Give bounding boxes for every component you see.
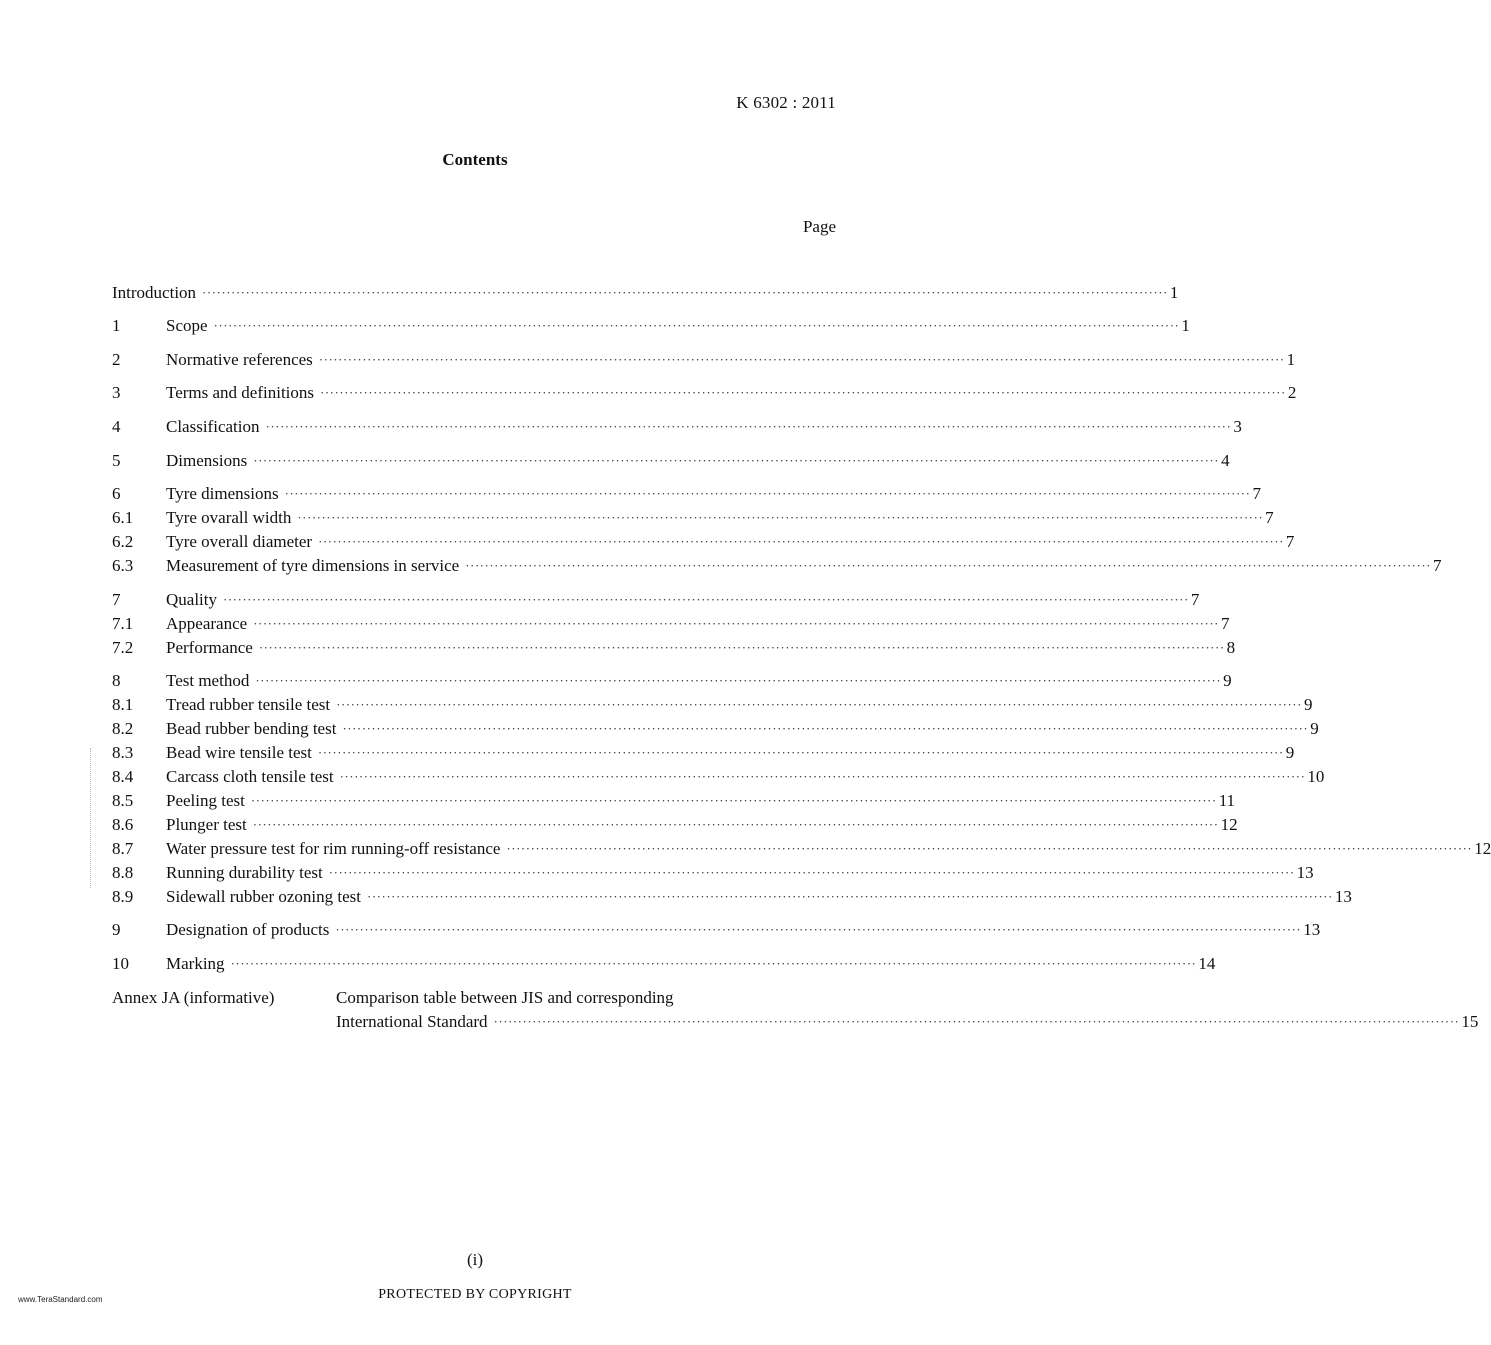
- toc-entry-number: 7.2: [112, 638, 134, 657]
- toc-entry-title: Plunger test: [166, 815, 247, 834]
- toc-entry-page: 13: [1334, 887, 1352, 906]
- toc-entry-number: 8.6: [112, 815, 134, 834]
- toc-entry-title: Peeling test: [166, 791, 245, 810]
- toc-entry-page: 9: [1310, 719, 1319, 738]
- toc-dot-leader: ········································································································································································································: [258, 640, 1225, 655]
- toc-entry-title: Tyre dimensions: [166, 484, 279, 503]
- toc-dot-leader: ········································································································································································································: [493, 1014, 1460, 1029]
- toc-entry[interactable]: [112, 814, 1238, 836]
- toc-entry-number: 8.5: [112, 791, 134, 810]
- toc-dot-leader: ········································································································································································································: [202, 285, 1168, 300]
- toc-entry-title: Bead rubber bending test: [166, 719, 337, 738]
- toc-dot-leader: ········································································································································································································: [339, 769, 1306, 784]
- toc-entry-page: 7: [1285, 532, 1295, 551]
- annex-title-line2: International Standard: [336, 1012, 488, 1031]
- toc-entry[interactable]: [112, 637, 1236, 659]
- toc-entry[interactable]: [112, 416, 1242, 438]
- toc-entry-number: 6.3: [112, 556, 134, 575]
- toc-entry-number: 4: [112, 417, 121, 436]
- document-id: K 6302 : 2011: [736, 93, 836, 112]
- toc-entry-title: Appearance: [166, 614, 248, 633]
- toc-entry-page: 15: [1461, 1012, 1479, 1031]
- toc-entry[interactable]: [112, 838, 1491, 860]
- toc-entry[interactable]: [112, 450, 1230, 472]
- toc-entry-page: 13: [1303, 920, 1321, 939]
- toc-entry-page: 10: [1307, 767, 1325, 786]
- toc-entry-title: Performance: [166, 638, 253, 657]
- toc-dot-leader: ········································································································································································································: [253, 616, 1219, 631]
- annex-label: Annex JA (informative): [112, 988, 275, 1007]
- toc-entry-title: Designation of products: [166, 920, 330, 939]
- toc-entry-number: 8.2: [112, 719, 134, 738]
- toc-dot-leader: ········································································································································································································: [213, 318, 1180, 333]
- toc-entry-number: 8.7: [112, 839, 134, 858]
- toc-entry-number: 6.2: [112, 532, 134, 551]
- toc-dot-leader: ········································································································································································································: [320, 385, 1286, 400]
- toc-entry-page: 8: [1226, 638, 1236, 657]
- toc-dot-leader: ········································································································································································································: [265, 419, 1232, 434]
- toc-entry-title: Tyre ovarall width: [166, 508, 292, 527]
- toc-entry-page: 7: [1252, 484, 1261, 503]
- toc-entry-title: Dimensions: [166, 451, 248, 470]
- toc-entry-page: 9: [1303, 695, 1313, 714]
- toc-entry[interactable]: [112, 766, 1325, 788]
- toc-entry-title: Tyre overall diameter: [166, 532, 313, 551]
- toc-entry-annex[interactable]: [336, 1011, 1479, 1033]
- page-number: (i): [466, 1250, 484, 1269]
- toc-entry-number: 7.1: [112, 614, 134, 633]
- toc-entry[interactable]: [112, 555, 1442, 577]
- toc-entry-page: 9: [1285, 743, 1295, 762]
- toc-entry[interactable]: [112, 694, 1313, 716]
- toc-entry-page: 1: [1169, 283, 1179, 302]
- toc-entry[interactable]: [112, 315, 1190, 337]
- toc-entry[interactable]: [112, 790, 1236, 812]
- toc-entry-number: 8: [112, 671, 121, 690]
- toc-entry[interactable]: [112, 862, 1314, 884]
- toc-entry[interactable]: [112, 670, 1232, 692]
- toc-entry-page: 7: [1190, 590, 1200, 609]
- annex-title-line1[interactable]: Comparison table between JIS and corresponding: [336, 988, 674, 1007]
- toc-entry[interactable]: [112, 589, 1200, 611]
- toc-dot-leader: ········································································································································································································: [465, 558, 1431, 573]
- toc-entry-number: 8.8: [112, 863, 134, 882]
- toc-entry[interactable]: [112, 613, 1230, 635]
- toc-dot-leader: ········································································································································································································: [318, 352, 1285, 367]
- toc-entry[interactable]: [112, 507, 1274, 529]
- toc-dot-leader: ········································································································································································································: [297, 510, 1264, 525]
- toc-entry-title: Measurement of tyre dimensions in service: [166, 556, 460, 575]
- toc-entry-title: Marking: [166, 954, 225, 973]
- toc-entry[interactable]: [112, 382, 1297, 404]
- toc-dot-leader: ········································································································································································································: [223, 592, 1189, 607]
- toc-entry-number: 8.9: [112, 887, 134, 906]
- toc-entry-title: Test method: [166, 671, 250, 690]
- toc-entry-page: 7: [1433, 556, 1442, 575]
- toc-dot-leader: ········································································································································································································: [336, 697, 1302, 712]
- toc-entry[interactable]: [112, 483, 1261, 505]
- toc-entry-number: 7: [112, 590, 121, 609]
- toc-entry[interactable]: [112, 349, 1296, 371]
- toc-entry-page: 14: [1198, 954, 1216, 973]
- toc-entry-number: 8.1: [112, 695, 134, 714]
- toc-entry[interactable]: [112, 742, 1295, 764]
- toc-entry-number: 5: [112, 451, 121, 470]
- page-column-label: Page: [802, 217, 836, 236]
- toc-entry-title: Bead wire tensile test: [166, 743, 312, 762]
- toc-entry-title: Terms and definitions: [166, 383, 315, 402]
- toc-dot-leader: ········································································································································································································: [342, 721, 1309, 736]
- margin-mark: [90, 748, 92, 888]
- toc-entry[interactable]: [112, 531, 1295, 553]
- toc-dot-leader: ········································································································································································································: [367, 889, 1333, 904]
- contents-title: Contents: [442, 150, 508, 169]
- toc-entry-page: 1: [1286, 350, 1296, 369]
- toc-entry-number: 8.4: [112, 767, 134, 786]
- toc-entry-page: 2: [1287, 383, 1297, 402]
- toc-dot-leader: ········································································································································································································: [252, 817, 1219, 832]
- toc-entry-title: Normative references: [166, 350, 313, 369]
- toc-entry[interactable]: [112, 919, 1321, 941]
- toc-entry-number: 6.1: [112, 508, 134, 527]
- copyright-notice: PROTECTED BY COPYRIGHT: [378, 1287, 572, 1302]
- toc-entry-number: 8.3: [112, 743, 134, 762]
- toc-dot-leader: ········································································································································································································: [284, 486, 1251, 501]
- toc-entry-page: 7: [1221, 614, 1230, 633]
- toc-entry-page: 4: [1221, 451, 1230, 470]
- toc-dot-leader: ········································································································································································································: [335, 922, 1302, 937]
- toc-entry-title: Introduction: [112, 283, 197, 302]
- toc-entry-number: 2: [112, 350, 121, 369]
- toc-entry-page: 7: [1265, 508, 1274, 527]
- toc-entry[interactable]: [112, 718, 1319, 740]
- toc-entry-page: 12: [1474, 839, 1491, 858]
- toc-dot-leader: ········································································································································································································: [328, 865, 1295, 880]
- toc-dot-leader: ········································································································································································································: [506, 841, 1473, 856]
- toc-entry[interactable]: [112, 953, 1216, 975]
- toc-entry-page: 12: [1220, 815, 1238, 834]
- toc-entry-number: 3: [112, 383, 121, 402]
- toc-dot-leader: ········································································································································································································: [253, 453, 1220, 468]
- toc-entry-introduction[interactable]: [112, 282, 1179, 304]
- toc-entry-number: 6: [112, 484, 121, 503]
- toc-entry-title: Scope: [166, 316, 208, 335]
- toc-entry-title: Running durability test: [166, 863, 323, 882]
- toc-entry-title: Tread rubber tensile test: [166, 695, 331, 714]
- toc-dot-leader: ········································································································································································································: [255, 673, 1222, 688]
- toc-entry-page: 13: [1296, 863, 1314, 882]
- toc-entry-title: Classification: [166, 417, 260, 436]
- toc-dot-leader: ········································································································································································································: [318, 534, 1284, 549]
- toc-entry[interactable]: [112, 886, 1352, 908]
- toc-entry-title: Sidewall rubber ozoning test: [166, 887, 361, 906]
- toc-dot-leader: ········································································································································································································: [317, 745, 1284, 760]
- toc-entry-page: 3: [1233, 417, 1242, 436]
- toc-entry-page: 11: [1218, 791, 1236, 810]
- toc-entry-title: Water pressure test for rim running-off resistance: [166, 839, 501, 858]
- toc-entry-page: 9: [1223, 671, 1232, 690]
- toc-entry-title: Quality: [166, 590, 217, 609]
- toc-entry-page: 1: [1181, 316, 1190, 335]
- toc-dot-leader: ········································································································································································································: [250, 793, 1217, 808]
- toc-entry-number: 9: [112, 920, 121, 939]
- toc-entry-number: 10: [112, 954, 129, 973]
- site-url[interactable]: www.TeraStandard.com: [18, 1295, 103, 1304]
- toc-entry-title: Carcass cloth tensile test: [166, 767, 334, 786]
- toc-dot-leader: ········································································································································································································: [230, 956, 1197, 971]
- toc-entry-number: 1: [112, 316, 121, 335]
